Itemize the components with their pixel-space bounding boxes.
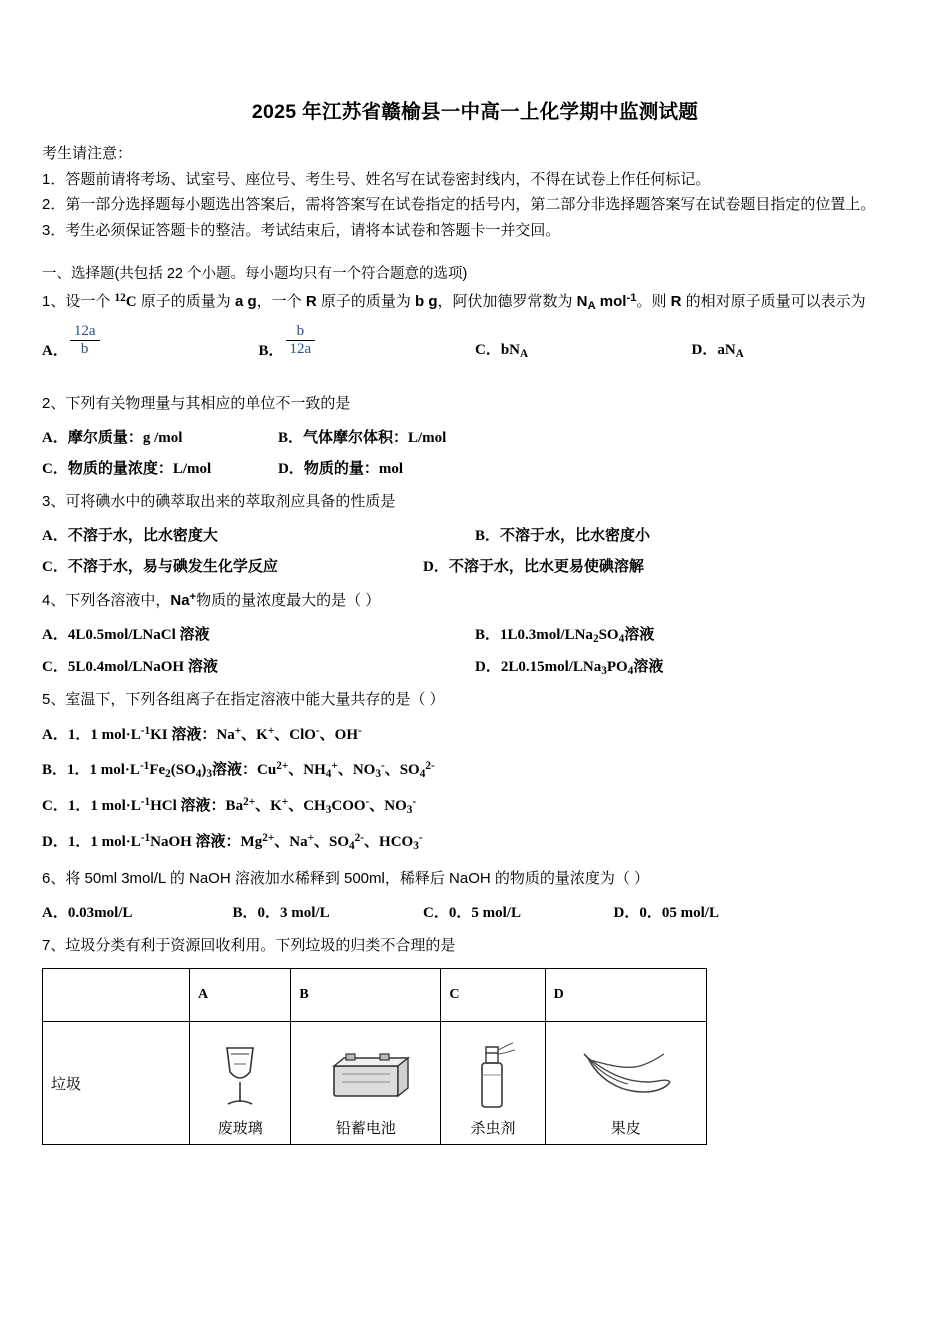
question-4-number: 4、 — [42, 591, 66, 609]
question-5-option-a[interactable]: A．1．1 $mol\cdot L^{-1}KI$ 溶液：Na+、K+、ClO-、OH- — [42, 725, 362, 744]
cell-caption-b: 铅蓄电池 — [335, 1120, 396, 1137]
question-1-option-a[interactable]: A． $\frac{12a}{b}$ — [42, 325, 259, 360]
question-7-stem: 7、垃圾分类有利于资源回收利用。下列垃圾的归类不合理的是 — [42, 937, 456, 954]
question-6-stem: 6、将 50ml 3mol/L 的 NaOH 溶液加水稀释到 500ml，稀释后 NaOH 的物质的量浓度为（ ） — [42, 870, 650, 887]
table-cell-d — [545, 1022, 706, 1145]
question-2-number: 2、 — [42, 394, 66, 412]
table-cell-a — [190, 1022, 291, 1145]
question-4-option-d[interactable]: D．$2L0.15mol/LNa_3PO_4$溶液 — [475, 658, 664, 677]
table-header-d: D — [545, 969, 706, 1022]
question-2-options-row2 — [42, 457, 908, 478]
question-2-option-a[interactable]: A．摩尔质量：g /mol — [42, 429, 183, 446]
notice-line-1: 1．答题前请将考场、试室号、座位号、考生号、姓名写在试卷密封线内，不得在试卷上作任何标记。 — [42, 171, 711, 188]
trash-classification-table — [42, 968, 707, 1145]
page-title: 2025 年江苏省赣榆县一中高一上化学期中监测试题 — [251, 101, 699, 123]
question-3-option-d[interactable]: D．不溶于水，比水更易使碘溶解 — [423, 558, 644, 575]
question-6-number: 6、 — [42, 870, 66, 887]
question-2-stem: 2、下列有关物理量与其相应的单位不一致的是 — [42, 394, 351, 412]
spray-can-icon — [465, 1041, 521, 1113]
question-5-option-d[interactable]: D．1．1 $mol\cdot L^{-1}NaOH$ 溶液：$Mg^{2+}$、Na+、$SO_4^{2-}$、$HCO_3^-$ — [42, 832, 423, 852]
question-2-option-b[interactable]: B．气体摩尔体积：L/mol — [278, 429, 447, 446]
table-corner-cell — [43, 969, 190, 1022]
table-cell-c — [441, 1022, 545, 1145]
question-1-option-b[interactable]: B． $\frac{b}{12a}$ — [259, 325, 476, 360]
question-5-option-c[interactable]: C．1．1 $mol\cdot L^{-1}HCl$ 溶液：$Ba^{2+}$、K+、$CH_3COO^-$、$NO_3^-$ — [42, 796, 417, 817]
table-header-a: A — [190, 969, 291, 1022]
fraction-12a-over-b: $\frac{12a}{b}$ — [70, 323, 100, 358]
question-3-option-c[interactable]: C．不溶于水，易与碘发生化学反应 — [42, 558, 278, 575]
question-3-number: 3、 — [42, 492, 66, 510]
question-6-option-d[interactable]: D．0．05 mol/L — [613, 905, 719, 921]
table-header-b: B — [291, 969, 441, 1022]
cell-caption-c: 杀虫剂 — [470, 1120, 516, 1137]
question-3-options-row2 — [42, 555, 908, 576]
question-4-option-b[interactable]: B．$1L0.3mol/LNa_2SO_4$溶液 — [475, 626, 655, 645]
banana-peel-icon — [578, 1041, 674, 1113]
question-3-options-row1 — [42, 524, 908, 545]
question-7-number: 7、 — [42, 937, 66, 954]
table-row — [43, 1022, 707, 1145]
question-4-options-row1 — [42, 623, 908, 645]
section-heading: 一、选择题(共包括 22 个小题。每小题均只有一个符合题意的选项) — [42, 265, 468, 282]
notice-heading: 考生请注意： — [42, 145, 133, 162]
notice-line-3: 3．考生必须保证答题卡的整洁。考试结束后，请将本试卷和答题卡一并交回。 — [42, 221, 561, 239]
lead-battery-icon — [322, 1041, 410, 1113]
question-3-option-a[interactable]: A．不溶于水，比水密度大 — [42, 527, 218, 544]
question-4-option-a[interactable]: A．4L0.5mol/LNaCl 溶液 — [42, 626, 210, 643]
question-4-option-c[interactable]: C．5L0.4mol/LNaOH 溶液 — [42, 658, 218, 675]
question-6-option-c[interactable]: C．0．5 mol/L — [423, 905, 521, 921]
wine-glass-icon — [213, 1041, 267, 1113]
question-1-option-c[interactable]: C．$bN_A$ — [475, 341, 529, 360]
question-6-options — [42, 901, 908, 922]
cell-caption-a: 废玻璃 — [217, 1120, 263, 1137]
cell-caption-d: 果皮 — [610, 1120, 641, 1137]
question-3-option-b[interactable]: B．不溶于水，比水密度小 — [475, 527, 651, 544]
notice-line-2: 2．第一部分选择题每小题选出答案后，需将答案写在试卷指定的括号内，第二部分非选择题答案写在试卷题目指定的位置上。 — [42, 196, 876, 214]
table-header-row — [43, 969, 707, 1022]
question-6-option-a[interactable]: A．0.03mol/L — [42, 905, 133, 921]
question-5-number: 5、 — [42, 691, 66, 709]
row-label-trash: 垃圾 — [43, 1022, 190, 1145]
fraction-b-over-12a: $\frac{b}{12a}$ — [286, 323, 316, 358]
question-3-stem: 3、可将碘水中的碘萃取出来的萃取剂应具备的性质是 — [42, 492, 396, 510]
question-6-option-b[interactable]: B．0．3 mol/L — [232, 905, 330, 921]
question-5-option-b[interactable]: B．1．1 $mol\cdot L^{-1}Fe_2(SO_4)_3$溶液：$Cu^{2+}$、$NH_4^+$、$NO_3^-$、$SO_4^{2-}$ — [42, 760, 435, 781]
question-5-stem: 5、室温下，下列各组离子在指定溶液中能大量共存的是（ ） — [42, 691, 445, 709]
question-1-option-d[interactable]: D．$aN_A$ — [691, 341, 744, 360]
question-1-options — [42, 322, 908, 360]
question-1-stem: 1、设一个 $^{12}$C 原子的质量为 a g，一个 R 原子的质量为 b g，阿伏加德罗常数为 $N_A$ mol$^{-1}$。则 R 的相对原子质量可以表示为 — [42, 291, 866, 312]
question-2-option-d[interactable]: D．物质的量：mol — [278, 460, 403, 477]
table-cell-b — [291, 1022, 441, 1145]
question-1-number: 1、 — [42, 292, 66, 310]
question-2-options-row1 — [42, 426, 908, 447]
table-header-c: C — [441, 969, 545, 1022]
question-4-stem: 4、下列各溶液中，Na+物质的量浓度最大的是（ ） — [42, 590, 381, 609]
question-2-option-c[interactable]: C．物质的量浓度：L/mol — [42, 460, 212, 477]
question-4-options-row2 — [42, 655, 908, 677]
